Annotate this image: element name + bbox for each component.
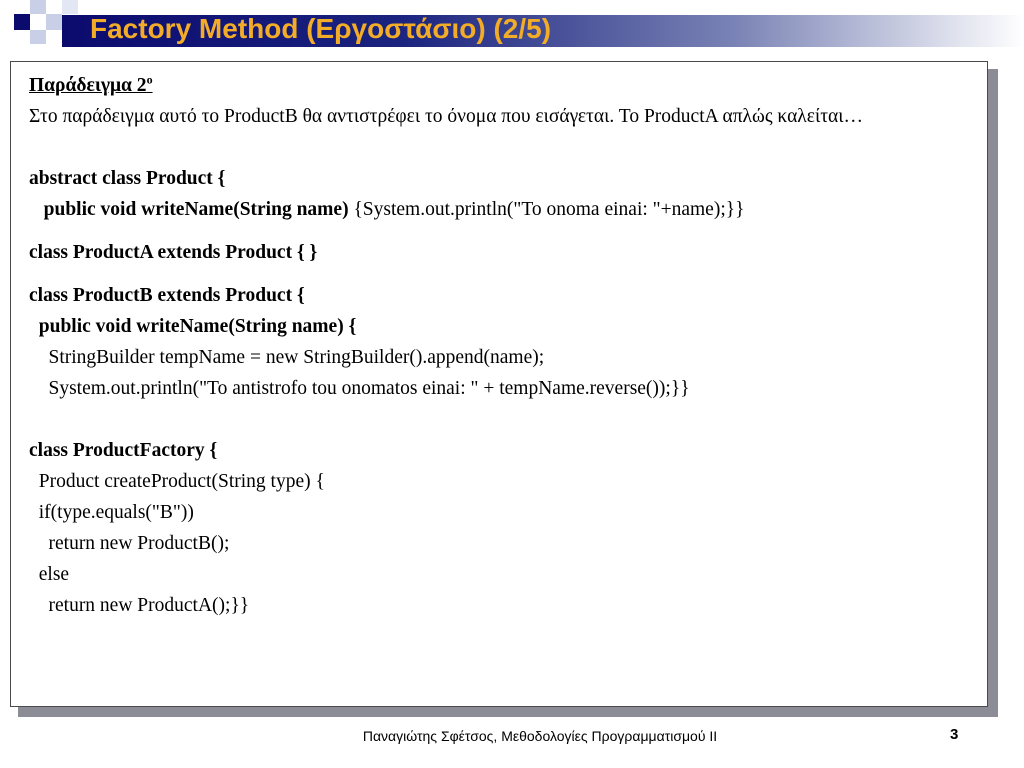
page-number: 3 (950, 726, 959, 743)
decor-square-dark (14, 14, 30, 30)
intro-text: Στο παράδειγμα αυτό το ProductB θα αντιστρέφει το όνομα που εισάγεται. Το ProductA απλώς καλείται… (29, 106, 863, 127)
footer-author: Παναγιώτης Σφέτσος, Μεθοδολογίες Προγραμματισμού ΙΙ (362, 728, 718, 744)
slide-title: Factory Method (Εργοστάσιο) (2/5) (90, 13, 552, 44)
decor-square-light (30, 30, 46, 44)
code-fragment: public void writeName(String name (29, 316, 338, 337)
slide-content (29, 70, 975, 621)
code-line (29, 311, 975, 342)
code-line (29, 435, 975, 466)
code-line: class ProductA extends Product { } (29, 242, 318, 263)
code-line: class ProductB extends Product { (29, 285, 305, 306)
code-line: StringBuilder tempName = new StringBuilder().append(name); (29, 347, 545, 368)
decor-square-light (46, 14, 62, 30)
code-line: return new ProductB(); (29, 533, 230, 554)
code-fragment: class (29, 440, 73, 461)
content-panel (10, 61, 988, 707)
code-line (29, 194, 975, 225)
code-fragment: public void writeName(String name) (29, 199, 349, 220)
example-heading (29, 70, 975, 101)
example-heading-text: Παράδειγμα 2 (29, 75, 147, 96)
code-line: else (29, 564, 70, 585)
code-line: return new ProductA();}} (29, 595, 250, 616)
code-line: abstract class Product { (29, 168, 226, 189)
code-fragment: ProductFactory { (72, 440, 218, 461)
code-line: if(type.equals("B")) (29, 502, 194, 523)
decor-square-light (30, 0, 46, 14)
code-line: System.out.println("To antistrofo tou onomatos einai: " + tempName.reverse());}} (29, 378, 690, 399)
code-fragment: {System.out.println("To onoma einai: "+name);}} (348, 199, 745, 220)
code-fragment: ) { (337, 316, 357, 337)
decor-square-pale (62, 0, 78, 14)
example-heading-sup: ο (146, 72, 153, 87)
code-line: Product createProduct(String type) { (29, 471, 325, 492)
